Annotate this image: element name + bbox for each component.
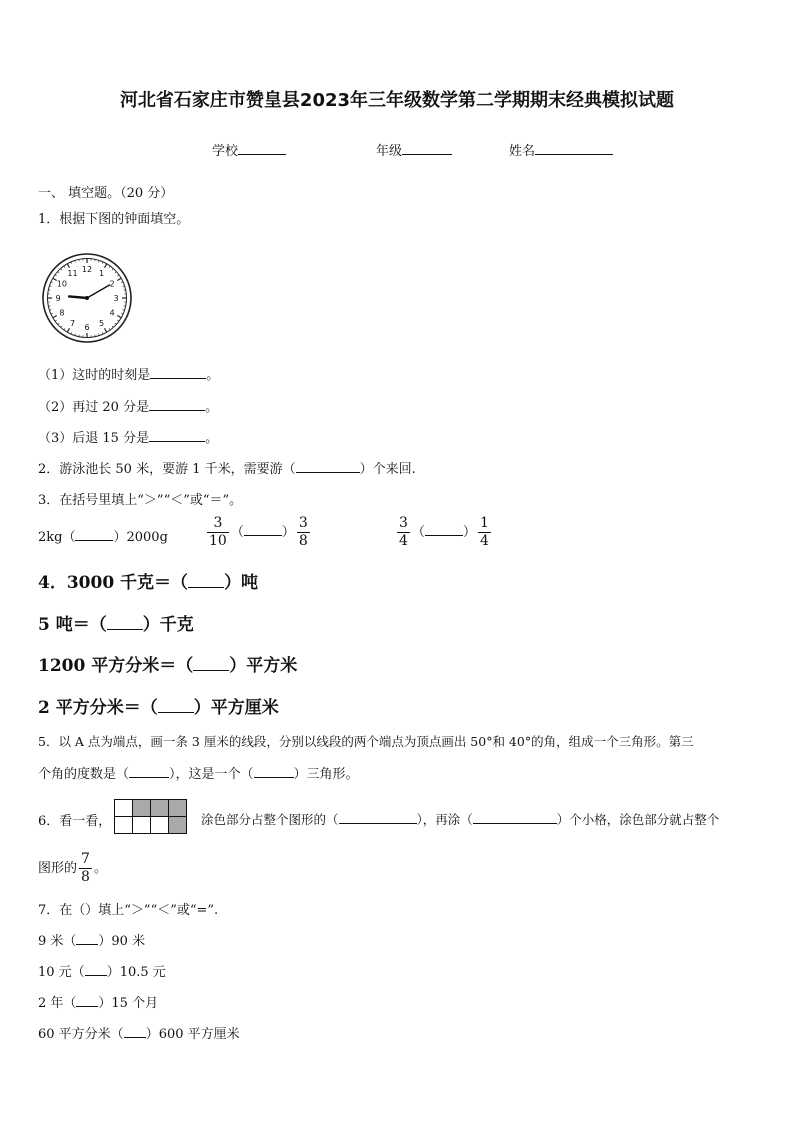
q4-l2-left: 5 吨＝（: [38, 615, 107, 635]
denominator: 4: [399, 533, 408, 549]
question-1-part-1: [38, 364, 219, 383]
grid-cell-shaded: [151, 800, 169, 817]
q1-p3-blank[interactable]: [149, 429, 205, 442]
question-7-stem: 7．在（）填上“＞”“＜”或“=”.: [38, 903, 219, 918]
q7-row-3: [38, 992, 158, 1011]
paren-left: （: [411, 525, 425, 540]
q2-text: 2．游泳池长 50 米，要游 1 千米，需要游（: [38, 462, 296, 477]
question-6-line-2: [38, 851, 107, 886]
q5-text-3: ）三角形。: [293, 767, 359, 782]
grid-row: [115, 800, 187, 817]
name-blank[interactable]: [535, 142, 613, 155]
q4-l3-blank[interactable]: [193, 658, 229, 671]
q6-text-2: ），再涂（: [416, 812, 473, 827]
grid-cell-shaded: [169, 800, 187, 817]
fraction-1-4: [478, 515, 491, 550]
shaded-grid-figure: [114, 799, 187, 834]
clock-icon: [41, 252, 133, 344]
q3-c1-right: ）2000g: [113, 530, 168, 545]
q3-c1-left: 2kg（: [38, 530, 76, 545]
question-1-stem: 1．根据下图的钟面填空。: [38, 212, 190, 227]
q6-text-5: 。: [93, 861, 107, 876]
grid-cell: [115, 817, 133, 834]
question-4-line-2: [38, 610, 194, 635]
clock-number: 5: [98, 319, 105, 329]
page-title: 河北省石家庄市赞皇县2023年三年级数学第二学期期末经典模拟试题: [119, 90, 675, 111]
q5-text-2: ），这是一个（: [169, 767, 254, 782]
q7-row-2: [38, 961, 166, 980]
paren-left: （: [230, 525, 244, 540]
clock-number: 7: [69, 319, 76, 329]
question-3-stem: 3．在括号里填上“＞”“＜”或“＝”。: [38, 493, 243, 508]
q3-c2-blank[interactable]: [244, 523, 282, 536]
q4-l1-blank[interactable]: [188, 575, 224, 588]
numerator: 3: [399, 515, 408, 531]
q2-blank[interactable]: [296, 460, 360, 473]
school-label: 学校: [212, 144, 239, 159]
q7-r1-left: 9 米（: [38, 934, 77, 949]
fraction-3-4: [397, 515, 410, 550]
clock-number: 2: [109, 279, 115, 289]
denominator: 4: [479, 533, 489, 549]
q7-row-1: [38, 930, 145, 949]
denominator: 8: [81, 869, 90, 885]
q4-l4-left: 2 平方分米＝（: [38, 698, 158, 718]
fraction-7-8: [79, 851, 92, 886]
q4-l2-right: ）千克: [142, 615, 194, 635]
q4-l2-blank[interactable]: [107, 617, 143, 630]
question-2: [38, 458, 416, 477]
numerator: 7: [81, 851, 90, 867]
q1-p1-end: 。: [206, 368, 220, 383]
q7-row-4: [38, 1023, 240, 1042]
question-6-lead: 6．看一看，: [38, 814, 112, 829]
q7-r3-left: 2 年（: [38, 996, 77, 1011]
q5-blank-1[interactable]: [129, 765, 169, 778]
grade-blank[interactable]: [402, 142, 452, 155]
name-label: 姓名: [509, 144, 536, 159]
q7-r4-blank[interactable]: [124, 1025, 146, 1038]
q7-r2-left: 10 元（: [38, 965, 85, 980]
q5-blank-2[interactable]: [254, 765, 294, 778]
hour-hand: [69, 296, 87, 298]
grid-cell: [133, 817, 151, 834]
q1-p1-text: （1）这时的时刻是: [38, 368, 151, 383]
q3-compare-1: [38, 526, 168, 545]
q7-r4-right: ）600 平方厘米: [145, 1027, 240, 1042]
q3-compare-3: [395, 515, 493, 550]
clock-number: 3: [113, 294, 119, 303]
q3-c1-blank[interactable]: [75, 528, 113, 541]
q7-r1-blank[interactable]: [76, 932, 98, 945]
q1-p3-text: （3）后退 15 分是: [38, 431, 150, 446]
school-blank[interactable]: [238, 142, 286, 155]
q6-blank-1[interactable]: [339, 811, 417, 824]
question-4-line-1: [38, 568, 258, 593]
q1-p1-blank[interactable]: [150, 366, 206, 379]
clock-number: 10: [56, 279, 67, 289]
clock-number: 6: [84, 323, 90, 332]
clock-number: 9: [55, 294, 61, 303]
clock-number: 12: [81, 265, 93, 274]
q6-text-4: 图形的: [38, 861, 78, 876]
grade-field[interactable]: [376, 140, 452, 159]
numerator: 3: [298, 515, 308, 531]
q4-l4-blank[interactable]: [158, 700, 194, 713]
denominator: 10: [209, 533, 227, 549]
q4-l4-right: ）平方厘米: [193, 698, 279, 718]
q7-r3-right: ）15 个月: [98, 996, 159, 1011]
grid-cell-shaded: [133, 800, 151, 817]
clock-number: 4: [109, 308, 115, 318]
q3-c3-blank[interactable]: [425, 523, 463, 536]
name-field[interactable]: [509, 140, 613, 159]
numerator: 3: [213, 515, 223, 531]
question-1-part-2: [38, 396, 218, 415]
fraction-3-8: [297, 515, 310, 550]
grid-cell: [151, 817, 169, 834]
paren-right: ）: [462, 525, 476, 540]
q7-r2-blank[interactable]: [85, 963, 107, 976]
q7-r3-blank[interactable]: [76, 994, 98, 1007]
denominator: 8: [298, 533, 308, 549]
q1-p2-text: （2）再过 20 分是: [38, 400, 150, 415]
q1-p3-end: 。: [205, 431, 219, 446]
q1-p2-blank[interactable]: [149, 398, 205, 411]
grade-label: 年级: [376, 144, 403, 159]
clock-number: 1: [98, 268, 105, 278]
q6-text-1: 涂色部分占整个图形的（: [201, 812, 339, 827]
q2-end: ）个来回.: [359, 462, 416, 477]
numerator: 1: [479, 515, 489, 531]
clock-number: 8: [59, 308, 65, 318]
q4-l3-left: 1200 平方分米＝（: [38, 656, 194, 676]
q4-l3-right: ）平方米: [229, 656, 298, 676]
q1-p2-end: 。: [205, 400, 219, 415]
grid-cell: [115, 800, 133, 817]
clock-number: 11: [67, 268, 78, 278]
section-heading: 一、 填空题。（20 分）: [38, 186, 174, 201]
q7-r4-left: 60 平方分米（: [38, 1027, 124, 1042]
question-5-line-2: [38, 763, 359, 782]
q5-text-1: 个角的度数是（: [38, 767, 130, 782]
q3-compare-2: [205, 515, 312, 550]
paren-right: ）: [281, 525, 295, 540]
grid-row: [115, 817, 187, 834]
question-4-line-4: [38, 693, 279, 718]
school-field[interactable]: [212, 140, 286, 159]
question-6-line-1: [201, 810, 719, 828]
question-4-line-3: [38, 651, 297, 676]
q4-l1-left: 4．3000 千克＝（: [38, 573, 189, 593]
question-1-part-3: [38, 427, 218, 446]
grid-cell-shaded: [169, 817, 187, 834]
q6-text-3: ）个小格，涂色部分就占整个: [556, 812, 720, 827]
q6-blank-2[interactable]: [473, 811, 557, 824]
q4-l1-right: ）吨: [224, 573, 259, 593]
fraction-3-10: [207, 515, 229, 550]
q7-r2-right: ）10.5 元: [106, 965, 166, 980]
q7-r1-right: ）90 米: [98, 934, 146, 949]
question-5-line-1: 5．以 A 点为端点，画一条 3 厘米的线段，分别以线段的两个端点为顶点画出 50°和 40°的角，组成一个三角形。第三: [38, 734, 694, 749]
